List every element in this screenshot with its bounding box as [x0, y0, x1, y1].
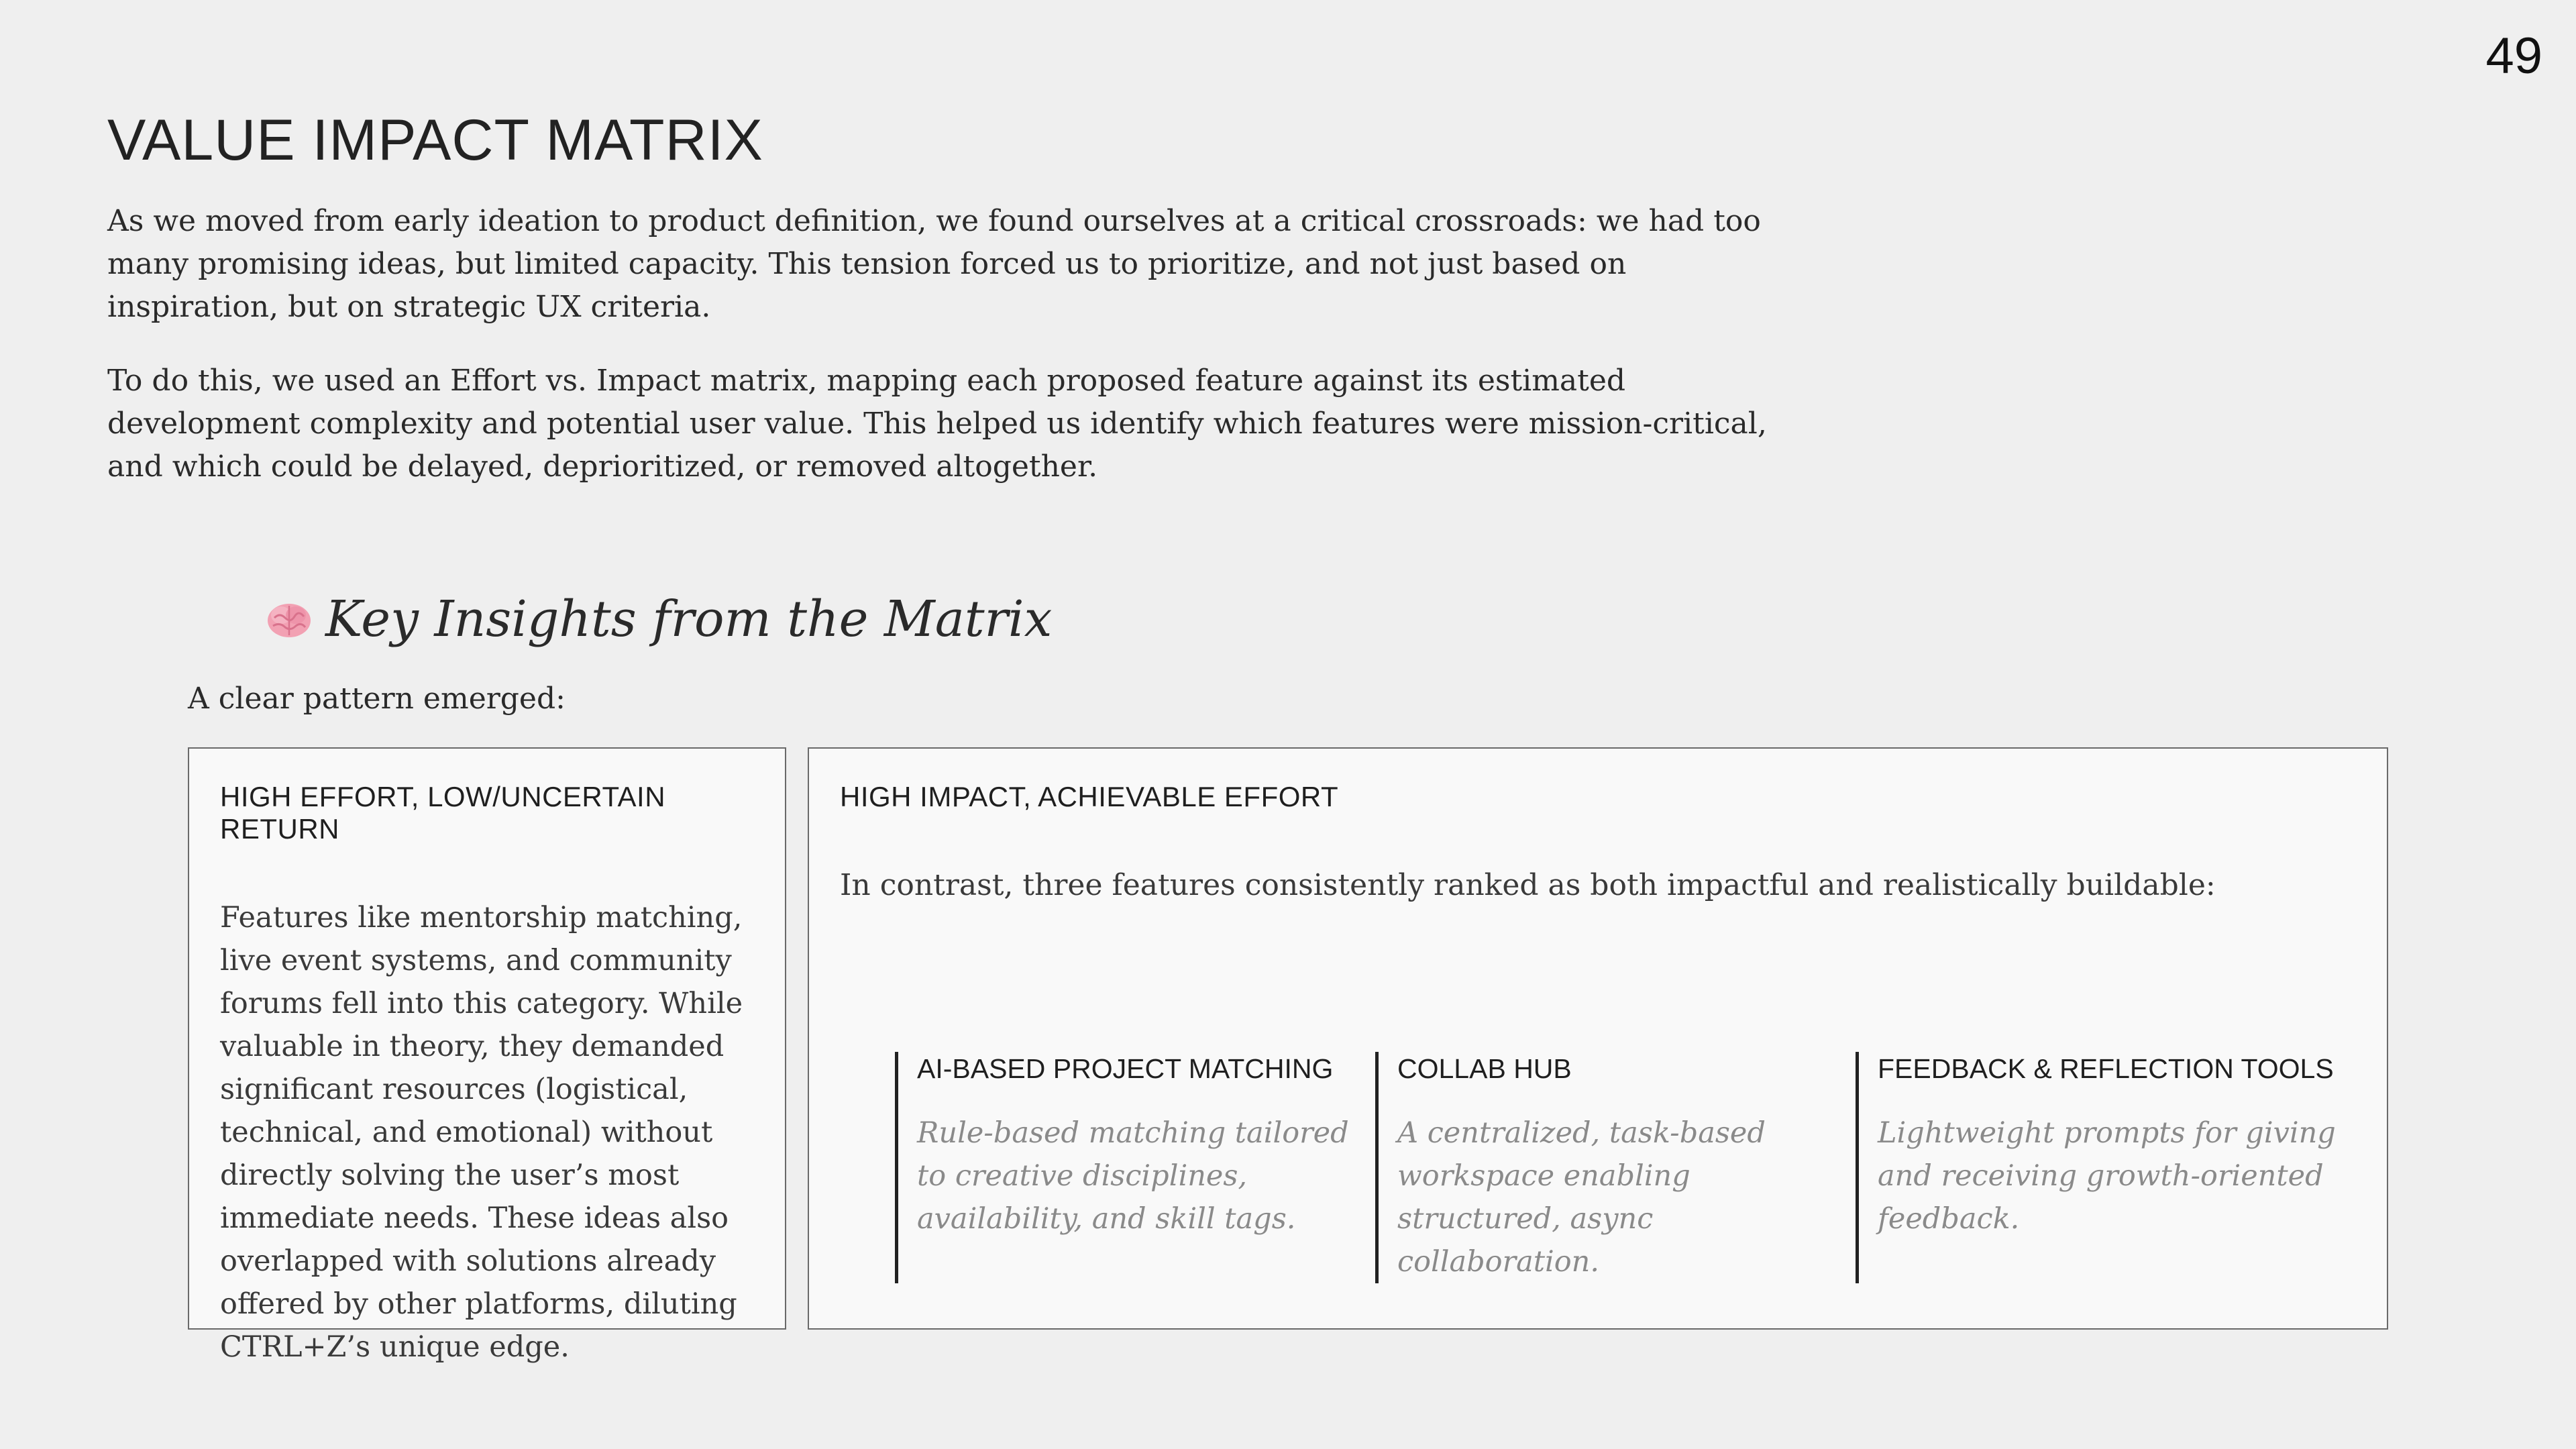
feature-title: COLLAB HUB	[1397, 1053, 1572, 1084]
feature-list	[895, 1052, 2360, 1283]
intro-paragraph-2: To do this, we used an Effort vs. Impact matrix, mapping each proposed feature against its estimated development complexity and potential user value. This helped us identify which features were mission-critical, and which could be delayed, deprioritized, or removed altogether.	[107, 364, 1767, 484]
intro-section	[107, 200, 1784, 519]
feature-description: A centralized, task-based workspace enabling structured, async collaboration.	[1397, 1116, 1766, 1279]
brain-icon	[265, 595, 313, 643]
page-title: VALUE IMPACT MATRIX	[107, 108, 763, 172]
insights-heading	[265, 590, 1052, 648]
feature-title: AI-BASED PROJECT MATCHING	[917, 1053, 1334, 1084]
feature-description: Lightweight prompts for giving and receiving growth-oriented feedback.	[1878, 1116, 2336, 1236]
feature-title: FEEDBACK & REFLECTION TOOLS	[1878, 1053, 2334, 1084]
high-impact-achievable-effort-card	[808, 747, 2388, 1330]
pattern-label: A clear pattern emerged:	[188, 682, 566, 716]
right-card-heading: HIGH IMPACT, ACHIEVABLE EFFORT	[840, 781, 1339, 812]
left-card-heading: HIGH EFFORT, LOW/UNCERTAIN RETURN	[220, 781, 666, 845]
insights-title: Key Insights from the Matrix	[325, 590, 1053, 648]
feature-ai-project-matching	[895, 1052, 1375, 1283]
left-card-body: Features like mentorship matching, live event systems, and community forums fell into this category. While valuable in theory, they demanded significant resources (logistical, technical, and emotional) without directly solving the user’s most immediate needs. These ideas also overlapped with solutions already offered by other platforms, diluting CTRL+Z’s unique edge.	[220, 901, 743, 1364]
high-effort-low-return-card	[188, 747, 786, 1364]
feature-collab-hub	[1375, 1052, 1856, 1283]
right-card-body: In contrast, three features consistently ranked as both impactful and realistically buildable:	[840, 868, 2216, 902]
page-number: 49	[2485, 28, 2542, 85]
feature-description: Rule-based matching tailored to creative disciplines, availability, and skill tags.	[917, 1116, 1349, 1236]
feature-feedback-reflection-tools	[1856, 1052, 2336, 1283]
intro-paragraph-1: As we moved from early ideation to product definition, we found ourselves at a critical crossroads: we had too many promising ideas, but limited capacity. This tension forced us to prioritize, and not just based on inspiration, but on strategic UX criteria.	[107, 204, 1761, 324]
